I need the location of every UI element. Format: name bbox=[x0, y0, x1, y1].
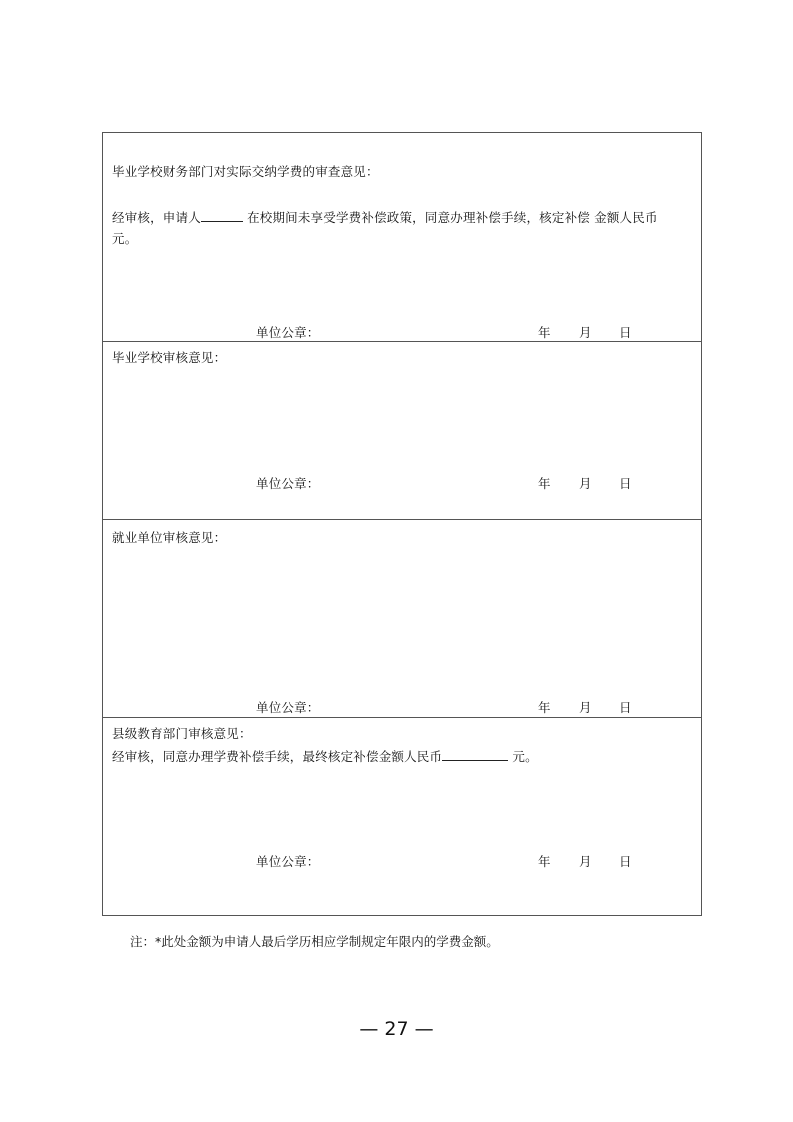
amount-blank[interactable] bbox=[442, 749, 508, 761]
date-year: 年 bbox=[538, 854, 551, 869]
county-education-review-section bbox=[103, 717, 701, 916]
statement-mid: 在校期间未享受学费补偿政策，同意办理补偿手续，核定补偿 金额人民币 bbox=[242, 210, 658, 225]
section-title: 就业单位审核意见： bbox=[112, 530, 227, 545]
school-review-section bbox=[103, 341, 701, 520]
seal-label: 单位公章： bbox=[256, 325, 320, 340]
employer-review-section bbox=[103, 519, 701, 718]
date-year: 年 bbox=[538, 476, 551, 491]
date-month: 月 bbox=[579, 325, 592, 340]
review-statement bbox=[112, 747, 538, 765]
page-number: — 27 — bbox=[359, 1018, 434, 1040]
date-year: 年 bbox=[538, 325, 551, 340]
date-month: 月 bbox=[579, 476, 592, 491]
date-day: 日 bbox=[619, 700, 632, 715]
date-day: 日 bbox=[619, 476, 632, 491]
date-month: 月 bbox=[579, 700, 592, 715]
statement-line2: 元。 bbox=[112, 231, 138, 246]
statement-prefix: 经审核，申请人 bbox=[112, 210, 201, 225]
applicant-name-blank[interactable] bbox=[201, 210, 243, 222]
section-title: 毕业学校审核意见： bbox=[112, 350, 227, 365]
seal-label: 单位公章： bbox=[256, 700, 320, 715]
statement-suffix: 元。 bbox=[508, 749, 538, 764]
seal-label: 单位公章： bbox=[256, 476, 320, 491]
section-title: 县级教育部门审核意见： bbox=[112, 726, 252, 741]
section-title: 毕业学校财务部门对实际交纳学费的审查意见： bbox=[112, 164, 379, 179]
date-year: 年 bbox=[538, 700, 551, 715]
finance-review-section bbox=[103, 133, 701, 341]
date-day: 日 bbox=[619, 325, 632, 340]
review-statement bbox=[112, 208, 658, 226]
seal-label: 单位公章： bbox=[256, 854, 320, 869]
statement-prefix: 经审核，同意办理学费补偿手续，最终核定补偿金额人民币 bbox=[112, 749, 443, 764]
date-month: 月 bbox=[579, 854, 592, 869]
date-day: 日 bbox=[619, 854, 632, 869]
review-form-table bbox=[102, 132, 702, 916]
footnote: 注：*此处金额为申请人最后学历相应学制规定年限内的学费金额。 bbox=[130, 934, 499, 949]
